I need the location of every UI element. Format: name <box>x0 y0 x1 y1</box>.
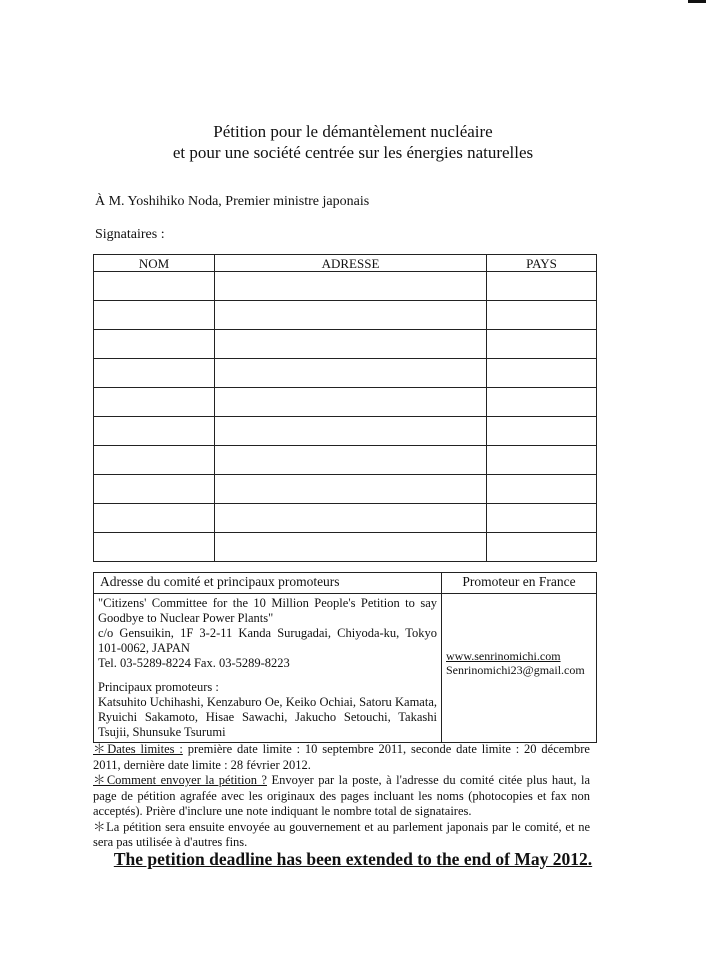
signature-table-header <box>94 255 597 272</box>
table-row <box>94 446 597 475</box>
committee-details <box>94 594 442 743</box>
note-dates <box>93 742 590 773</box>
cell-name[interactable] <box>94 388 215 417</box>
signatories-label: Signataires : <box>95 227 165 242</box>
cell-country[interactable] <box>487 330 597 359</box>
title-line-1: Pétition pour le démantèlement nucléaire <box>213 122 493 141</box>
note-dates-text: première date limite : 10 septembre 2011, seconde date limite : 20 décembre 2011, dernière date limite : 28 février 2012. <box>93 742 590 772</box>
cell-country[interactable] <box>487 272 597 301</box>
cell-name[interactable] <box>94 446 215 475</box>
cell-address[interactable] <box>215 533 487 562</box>
cell-name[interactable] <box>94 533 215 562</box>
table-row <box>94 272 597 301</box>
page-title <box>0 121 706 163</box>
signature-table <box>93 254 597 562</box>
note-dates-label: ＊Dates limites : <box>93 742 183 756</box>
note-send-label: ＊Comment envoyer la pétition ? <box>93 773 267 787</box>
cell-name[interactable] <box>94 330 215 359</box>
committee-name: "Citizens' Committee for the 10 Million People's Petition to say Goodbye to Nuclear Power Plants" <box>98 596 437 625</box>
cell-country[interactable] <box>487 533 597 562</box>
cell-address[interactable] <box>215 272 487 301</box>
cell-address[interactable] <box>215 301 487 330</box>
table-row <box>94 475 597 504</box>
table-row <box>94 504 597 533</box>
cell-country[interactable] <box>487 417 597 446</box>
committee-header: Adresse du comité et principaux promoteurs <box>94 573 442 594</box>
cell-name[interactable] <box>94 359 215 388</box>
table-row <box>94 301 597 330</box>
note-send <box>93 773 590 820</box>
cell-name[interactable] <box>94 301 215 330</box>
note-send-text: Envoyer par la poste, à l'adresse du comité citée plus haut, la page de pétition agrafée avec les originaux des pages incluant les noms (photocopies et fax non acceptés). Prière d'inclure une note indiquant le nombre total de signataires. <box>93 773 590 818</box>
deadline-notice: The petition deadline has been extended to the end of May 2012. <box>113 849 593 869</box>
cell-address[interactable] <box>215 504 487 533</box>
table-row <box>94 417 597 446</box>
cell-name[interactable] <box>94 504 215 533</box>
note-usage: ＊La pétition sera ensuite envoyée au gouvernement et au parlement japonais par le comité, et ne sera pas utilisée à d'autres fins. <box>93 819 590 849</box>
table-row <box>94 359 597 388</box>
france-email: Senrinomichi23@gmail.com <box>446 663 585 677</box>
cell-address[interactable] <box>215 330 487 359</box>
cell-country[interactable] <box>487 504 597 533</box>
column-header-name: NOM <box>94 255 215 272</box>
signature-table-body <box>94 272 597 562</box>
promoters-label: Principaux promoteurs : <box>98 680 219 694</box>
title-line-2: et pour une société centrée sur les énergies naturelles <box>172 143 534 162</box>
scan-corner-mark <box>688 0 706 3</box>
promoters-list: Katsuhito Uchihashi, Kenzaburo Oe, Keiko Ochiai, Satoru Kamata, Ryuichi Sakamoto, Hisae Sawachi, Jakucho Setouchi, Takashi Tsujii, Shunsuke Tsurumi <box>98 695 437 739</box>
cell-country[interactable] <box>487 301 597 330</box>
cell-address[interactable] <box>215 388 487 417</box>
table-row <box>94 388 597 417</box>
cell-address[interactable] <box>215 446 487 475</box>
cell-country[interactable] <box>487 388 597 417</box>
notes-section <box>93 742 590 851</box>
committee-address: c/o Gensuikin, 1F 3-2-11 Kanda Surugadai, Chiyoda-ku, Tokyo 101-0062, JAPAN <box>98 626 437 655</box>
france-promoter-details <box>442 594 597 743</box>
cell-country[interactable] <box>487 359 597 388</box>
cell-name[interactable] <box>94 272 215 301</box>
cell-address[interactable] <box>215 417 487 446</box>
committee-table <box>93 572 597 743</box>
cell-name[interactable] <box>94 475 215 504</box>
cell-address[interactable] <box>215 359 487 388</box>
committee-phone-fax: Tel. 03-5289-8224 Fax. 03-5289-8223 <box>98 656 290 670</box>
cell-country[interactable] <box>487 475 597 504</box>
addressee-line: À M. Yoshihiko Noda, Premier ministre japonais <box>95 194 370 209</box>
france-website-link[interactable]: www.senrinomichi.com <box>446 649 561 663</box>
france-promoter-header: Promoteur en France <box>442 573 597 594</box>
table-row <box>94 533 597 562</box>
column-header-country: PAYS <box>487 255 597 272</box>
table-row <box>94 330 597 359</box>
cell-country[interactable] <box>487 446 597 475</box>
cell-name[interactable] <box>94 417 215 446</box>
column-header-address: ADRESSE <box>215 255 487 272</box>
cell-address[interactable] <box>215 475 487 504</box>
